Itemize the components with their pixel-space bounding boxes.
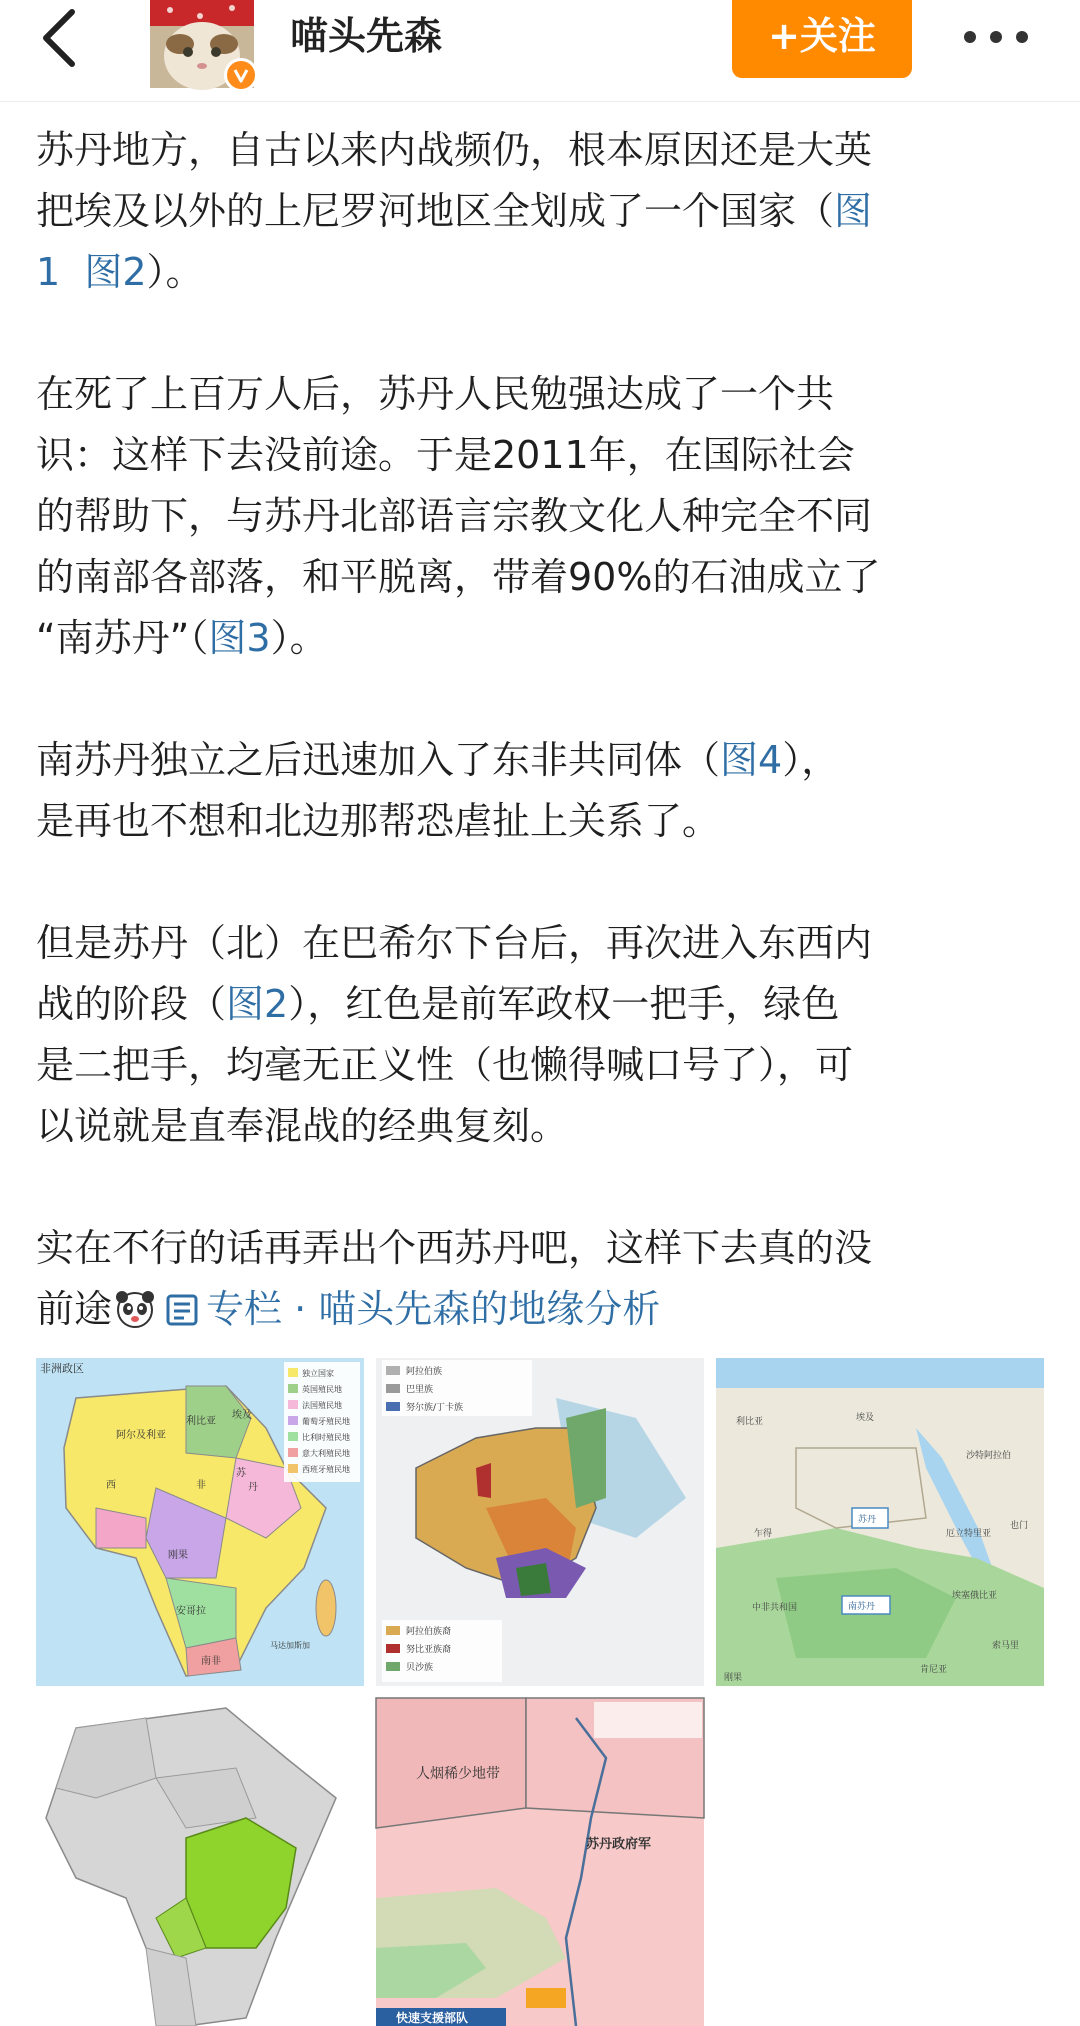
text-segment: ），红色是前军政权一把手，绿色 bbox=[288, 982, 840, 1026]
text-line bbox=[36, 791, 1046, 852]
text-line bbox=[36, 364, 1046, 425]
img1-legend-2: 法国殖民地 bbox=[302, 1401, 342, 1410]
paragraph-1 bbox=[36, 120, 1046, 303]
post-content bbox=[36, 120, 1046, 1401]
img3-label-11: 肯尼亚 bbox=[920, 1665, 948, 1675]
text-line bbox=[36, 1218, 1046, 1279]
img5-label-0: 人烟稀少地带 bbox=[416, 1766, 500, 1782]
text-segment: 苏丹地方，自古以来内战频仍，根本原因还是大英 bbox=[36, 128, 873, 172]
img3-label-4: 乍得 bbox=[754, 1529, 773, 1539]
img1-label-9: 南非 bbox=[201, 1656, 221, 1667]
avatar[interactable] bbox=[150, 0, 258, 90]
text-line bbox=[36, 608, 1046, 669]
img1-label-10: 马达加斯加 bbox=[270, 1641, 310, 1650]
text-segment: 识：这样下去没前途。于是2011年，在国际社会 bbox=[36, 433, 855, 477]
img1-legend-6: 西班牙殖民地 bbox=[302, 1465, 350, 1474]
img1-legend-4: 比利时殖民地 bbox=[302, 1433, 350, 1442]
img1-legend-0: 独立国家 bbox=[302, 1369, 334, 1378]
img3-label-6: 也门 bbox=[1010, 1521, 1029, 1531]
img2-legend-bottom-2: 贝沙族 bbox=[406, 1663, 434, 1673]
follow-button[interactable]: +关注 bbox=[732, 0, 912, 78]
img1-legend-3: 葡萄牙殖民地 bbox=[302, 1417, 350, 1426]
img3-label-3: 苏丹 bbox=[858, 1515, 877, 1525]
img1-label-7: 刚果 bbox=[168, 1550, 188, 1561]
text-line bbox=[36, 1035, 1046, 1096]
paragraph-3 bbox=[36, 730, 1046, 852]
img1-legend-5: 意大利殖民地 bbox=[302, 1449, 350, 1458]
paragraph-4 bbox=[36, 913, 1046, 1157]
image-thumb-3[interactable] bbox=[716, 1358, 1044, 1686]
text-segment: 以说就是直奉混战的经典复刻。 bbox=[36, 1104, 569, 1148]
text-segment: “南苏丹”（ bbox=[36, 616, 209, 660]
text-line bbox=[36, 1096, 1046, 1157]
img1-label-8: 安哥拉 bbox=[176, 1606, 206, 1617]
panda-emoji-icon bbox=[114, 1288, 156, 1330]
paragraph-5 bbox=[36, 1218, 1046, 1340]
img1-label-2: 埃及 bbox=[232, 1410, 252, 1421]
image-link-fig3[interactable]: 图3 bbox=[208, 616, 271, 660]
more-dots-icon[interactable] bbox=[956, 12, 1036, 62]
img2-legend-top-0: 阿拉伯族 bbox=[406, 1367, 443, 1377]
img1-label-4: 非 bbox=[196, 1480, 206, 1491]
image-link-fig2[interactable]: 图2 bbox=[84, 250, 147, 294]
img3-label-1: 埃及 bbox=[856, 1413, 875, 1423]
chevron-left-icon bbox=[34, 6, 92, 70]
image-thumb-1[interactable] bbox=[36, 1358, 364, 1686]
image-thumb-4[interactable] bbox=[36, 1698, 364, 2026]
text-segment: 前途 bbox=[36, 1287, 113, 1331]
text-segment: ）， bbox=[782, 738, 840, 782]
text-line bbox=[36, 913, 1046, 974]
img2-legend-bottom-0: 阿拉伯族裔 bbox=[406, 1627, 452, 1637]
image-thumb-5[interactable] bbox=[376, 1698, 704, 2026]
image-thumb-2[interactable] bbox=[376, 1358, 704, 1686]
img2-legend-bottom-1: 努比亚族裔 bbox=[406, 1645, 452, 1655]
image-link-fig1-cont[interactable]: 1 bbox=[36, 250, 61, 294]
column-icon bbox=[164, 1292, 200, 1328]
img1-label-1: 利比亚 bbox=[186, 1416, 216, 1427]
img3-label-12: 刚果 bbox=[724, 1673, 743, 1683]
text-segment: 实在不行的话再弄出个西苏丹吧，这样下去真的没 bbox=[36, 1226, 873, 1270]
img2-legend-top-1: 巴里族 bbox=[406, 1385, 434, 1395]
post-header bbox=[0, 0, 1080, 102]
img1-label-6: 丹 bbox=[248, 1482, 258, 1493]
img1-label-5: 苏 bbox=[236, 1468, 246, 1479]
image-link-fig4[interactable]: 图4 bbox=[720, 738, 783, 782]
column-link-label: 专栏 · 喵头先森的地缘分析 bbox=[206, 1287, 661, 1331]
verified-badge-icon bbox=[224, 58, 258, 92]
text-segment: 但是苏丹（北）在巴希尔下台后，再次进入东西内 bbox=[36, 921, 873, 965]
username[interactable]: 喵头先森 bbox=[290, 14, 443, 58]
image-link-fig2-b[interactable]: 图2 bbox=[226, 982, 289, 1026]
img3-label-10: 索马里 bbox=[992, 1641, 1020, 1651]
text-line bbox=[36, 486, 1046, 547]
image-link-fig1[interactable]: 图 bbox=[834, 189, 873, 233]
text-line bbox=[36, 974, 1046, 1035]
text-segment: 是再也不想和北边那帮恐虐扯上关系了。 bbox=[36, 799, 721, 843]
column-link[interactable] bbox=[160, 1287, 660, 1331]
text-segment: 战的阶段（ bbox=[36, 982, 227, 1026]
text-segment: 在死了上百万人后，苏丹人民勉强达成了一个共 bbox=[36, 372, 835, 416]
img2-legend-top-2: 努尔族/丁卡族 bbox=[406, 1403, 464, 1413]
text-segment: 是二把手，均毫无正义性（也懒得喊口号了），可 bbox=[36, 1043, 854, 1087]
text-line bbox=[36, 425, 1046, 486]
img3-label-5: 厄立特里亚 bbox=[946, 1529, 992, 1539]
img3-label-2: 沙特阿拉伯 bbox=[966, 1451, 1012, 1461]
text-line bbox=[36, 242, 1046, 303]
text-segment: ）。 bbox=[146, 250, 204, 294]
img3-label-9: 埃塞俄比亚 bbox=[952, 1591, 998, 1601]
text-segment: 把埃及以外的上尼罗河地区全划成了一个国家（ bbox=[36, 189, 835, 233]
img3-label-8: 南苏丹 bbox=[848, 1602, 876, 1612]
text-line bbox=[36, 730, 1046, 791]
img1-label-3: 西 bbox=[106, 1480, 116, 1491]
img3-label-7: 中非共和国 bbox=[752, 1603, 798, 1613]
img5-label-1: 苏丹政府军 bbox=[586, 1837, 652, 1852]
text-segment: 南苏丹独立之后迅速加入了东非共同体（ bbox=[36, 738, 721, 782]
text-segment: 的南部各部落，和平脱离，带着90%的石油成立了 bbox=[36, 555, 881, 599]
text-line bbox=[36, 181, 1046, 242]
img1-title: 非洲政区 bbox=[40, 1362, 84, 1375]
img5-label-2: 快速支援部队 bbox=[396, 2011, 469, 2025]
text-line bbox=[36, 1279, 1046, 1340]
paragraph-2 bbox=[36, 364, 1046, 669]
text-line bbox=[36, 120, 1046, 181]
img1-label-0: 阿尔及利亚 bbox=[116, 1430, 166, 1441]
text-segment: 的帮助下，与苏丹北部语言宗教文化人种完全不同 bbox=[36, 494, 873, 538]
text-segment: ）。 bbox=[270, 616, 328, 660]
img1-legend-1: 英国殖民地 bbox=[302, 1385, 342, 1394]
back-button[interactable] bbox=[34, 6, 92, 70]
img3-label-0: 利比亚 bbox=[736, 1417, 764, 1427]
text-line bbox=[36, 547, 1046, 608]
